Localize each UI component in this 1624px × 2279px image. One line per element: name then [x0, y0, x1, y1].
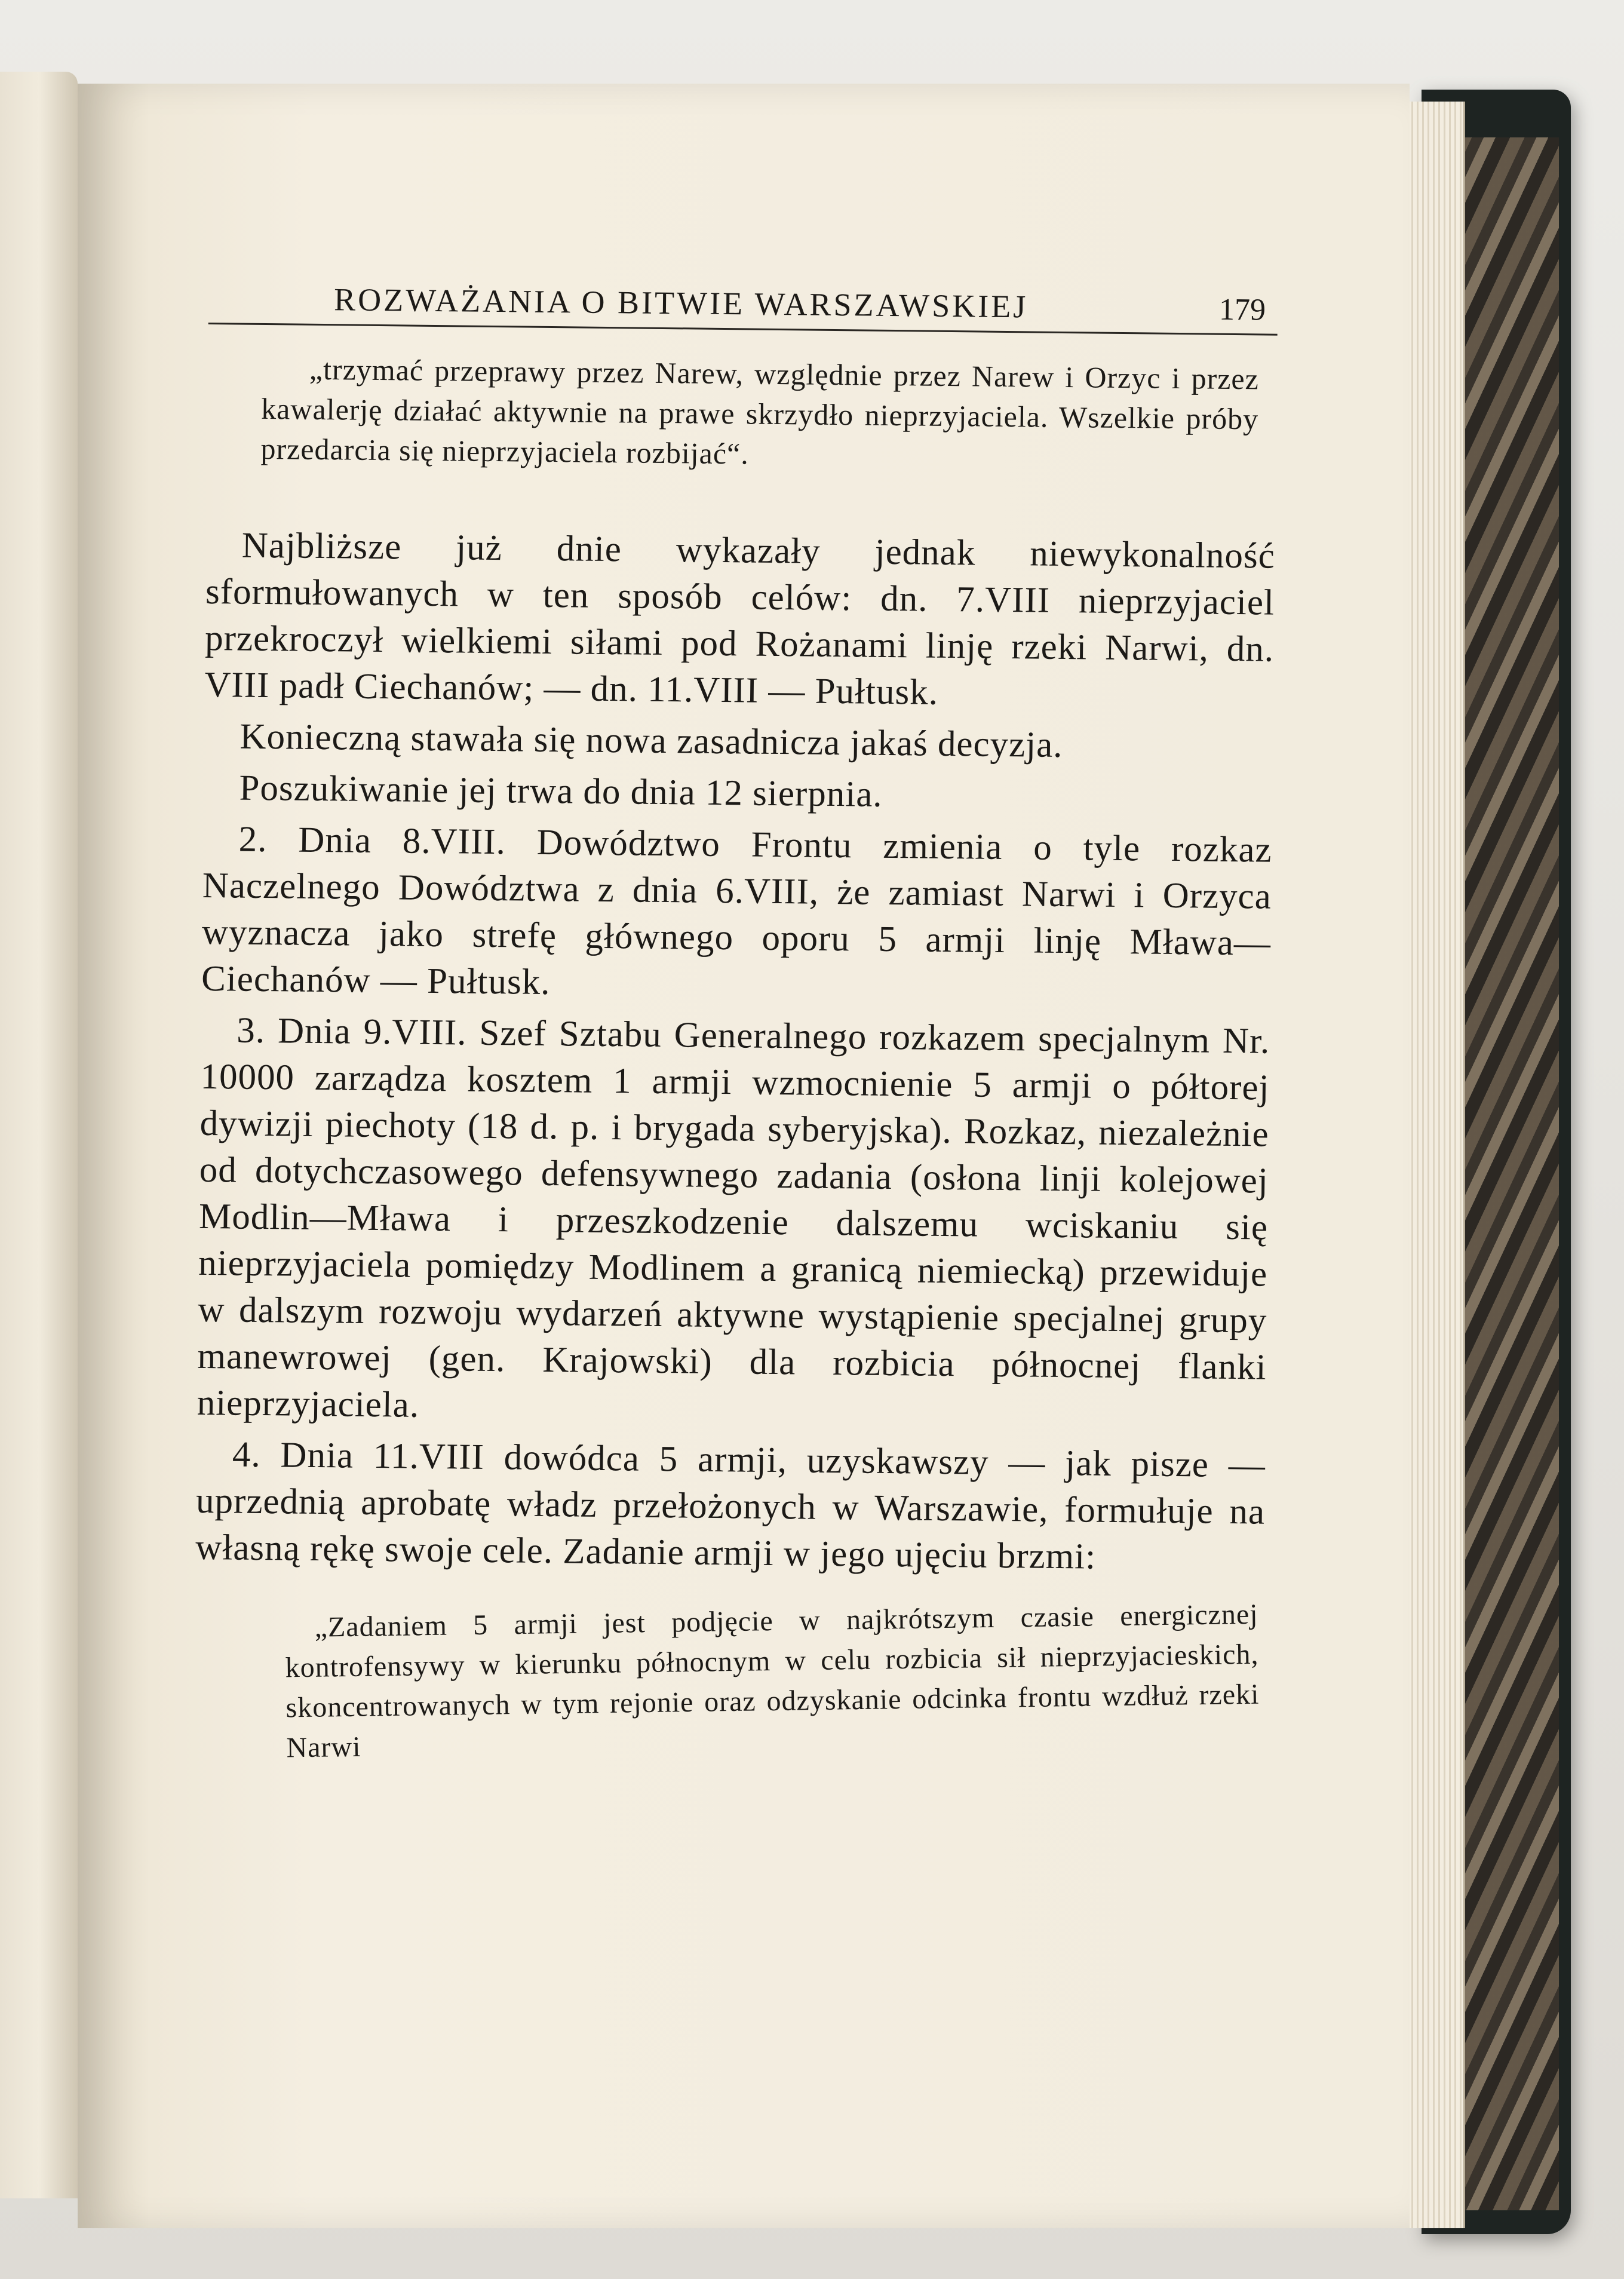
page-header	[208, 251, 1278, 328]
paragraph-2: Konieczną stawała się nowa zasadnicza jakaś decyzja.	[240, 716, 1063, 766]
paragraph-5: 3. Dnia 9.VIII. Szef Sztabu Generalnego rozkazem specjalnym Nr. 10000 zarządza kosztem 1 armji wzmocnienie 5 armji o półtorej dywizji piechoty (18 d. p. i brygada syberyjska). Rozkaz, niezależnie od dotychczasowego defensywnego zadania (osłona linji kolejowej Modlin—Mława i przeszkodzenie dalszemu wciskaniu się nieprzyjaciela pomiędzy Modlinem a granicą niemiecką) przewiduje w dalszym rozwoju wydarzeń aktywne wystąpienie specjalnej grupy manewrowej (gen. Krajowski) dla rozbicia północnej flanki nieprzyjaciela.	[197, 1010, 1270, 1425]
running-head: ROZWAŻANIA O BITWIE WARSZAWSKIEJ	[333, 281, 1029, 325]
quote-top-text: „trzymać przeprawy przez Narew, względnie przez Narew i Orzyc i przez kawalerję działać aktywnie na prawe skrzydło nieprzyjaciela. Wszelkie próby przedarcia się nieprzyjaciela rozbijać“.	[260, 352, 1260, 471]
book-page	[78, 84, 1410, 2228]
paragraph-3: Poszukiwanie jej trwa do dnia 12 sierpnia.	[239, 768, 883, 815]
paragraph-1: Najbliższe już dnie wykazały jednak niewykonalność sformułowanych w ten sposób celów: dn. 7.VIII nieprzyjaciel przekroczył wielkiemi siłami pod Rożanami linję rzeki Narwi, dn. VIII padł Ciechanów; — dn. 11.VIII — Pułtusk.	[204, 525, 1276, 713]
quote-bottom	[284, 1594, 1260, 1768]
quote-top	[260, 349, 1259, 479]
marbled-edge	[1457, 137, 1559, 2210]
page-content	[193, 251, 1278, 1778]
page-number: 179	[1218, 292, 1266, 327]
left-page-edge	[0, 72, 78, 2198]
body-text	[195, 522, 1275, 1582]
quote-bottom-text: „Zadaniem 5 armji jest podjęcie w najkrótszym czasie energicznej kontrofensywy w kierunku północnym w celu rozbicia sił nieprzyjacieskich, skoncentrowanych w tym rejonie oraz odzyskanie odcinka frontu wzdłuż rzeki Narwi	[285, 1598, 1260, 1764]
paragraph-6: 4. Dnia 11.VIII dowódca 5 armji, uzyskawszy — jak pisze — uprzednią aprobatę władz przełożonych w Warszawie, formułuje na własną rękę swoje cele. Zadanie armji w jego ujęciu brzmi:	[195, 1434, 1266, 1577]
paragraph-4: 2. Dnia 8.VIII. Dowództwo Frontu zmienia o tyle rozkaz Naczelnego Dowództwa z dnia 6.VIII, że zamiast Narwi i Orzyca wyznacza jako strefę głównego oporu 5 armji linję Mława—Ciechanów — Pułtusk.	[201, 819, 1272, 1003]
